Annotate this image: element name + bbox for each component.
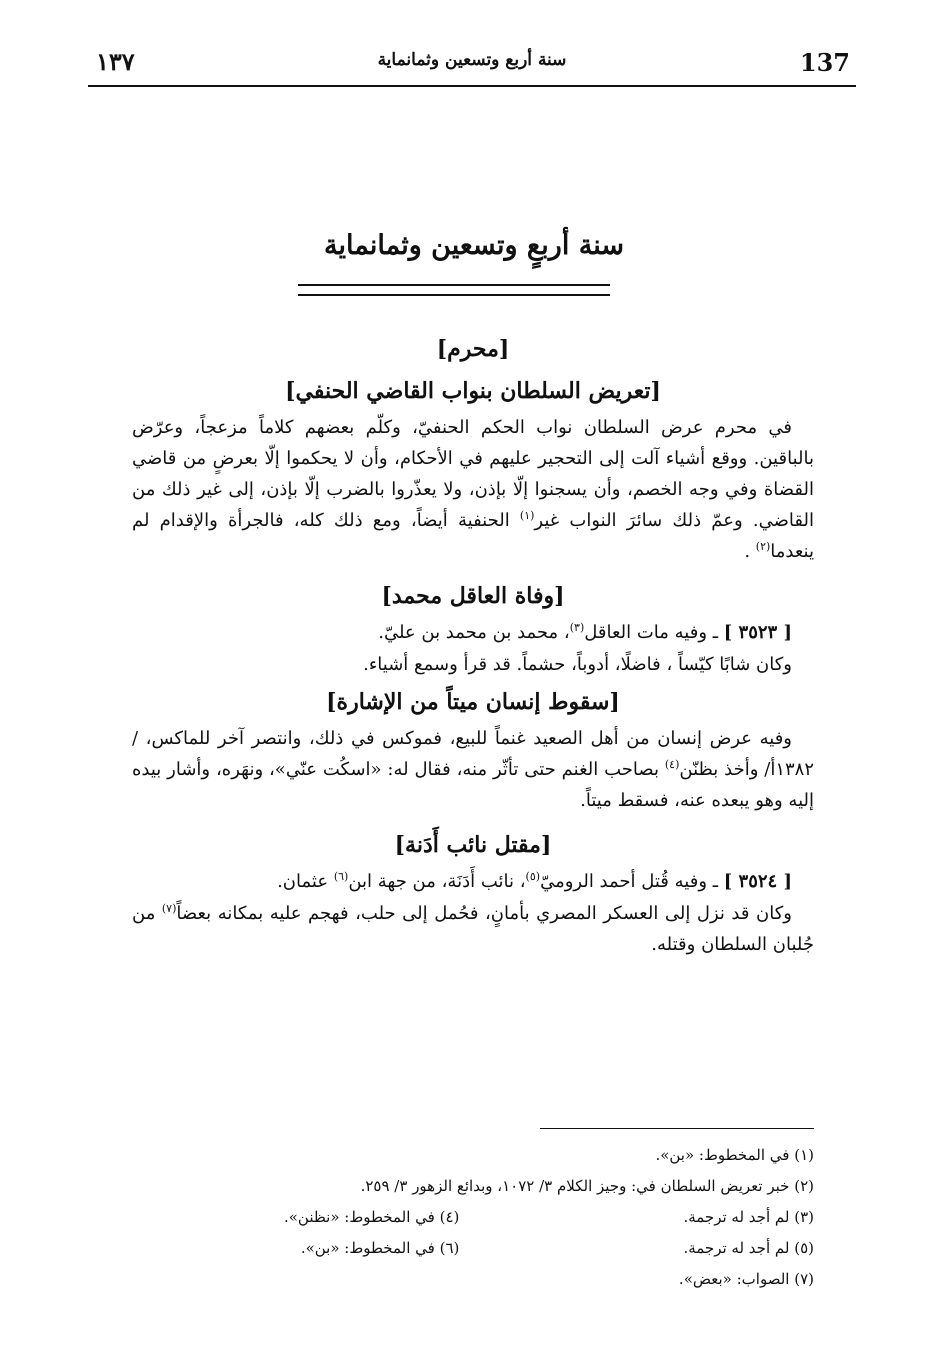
page-number-latin: 137: [799, 48, 850, 77]
entry-number: [ ٣٥٢٤ ]: [723, 871, 792, 892]
entry-text: ـ وفيه مات العاقل: [584, 622, 724, 643]
section-paragraph: [132, 412, 814, 567]
footnote-text: لم أجد له ترجمة.: [683, 1208, 790, 1226]
footnote-number: (٧): [794, 1270, 814, 1288]
paragraph-text: وكان قد نزل إلى العسكر المصري بأمانٍ، فحُمل إلى حلب، فهجم عليه بمكانه بعضاً: [176, 903, 792, 924]
footnote-text: لم أجد له ترجمة.: [683, 1239, 790, 1257]
entry-text: ـ وفيه قُتل أحمد الروميّ: [540, 871, 724, 892]
running-title: سنة أربع وتسعين وثمانماية: [377, 50, 567, 70]
footnote: [132, 1171, 814, 1202]
footnote-ref: (٥): [525, 870, 541, 883]
footnote-ref: (٧): [161, 902, 177, 915]
footnote-text: الصواب: «بعض».: [678, 1270, 790, 1288]
paragraph-text: .: [744, 541, 756, 562]
section-heading: [سقوط إنسان ميتاً من الإشارة]: [326, 689, 620, 715]
entry-number: [ ٣٥٢٣ ]: [723, 622, 792, 643]
entry-text: ، نائب أَدَنَة، من جهة ابن: [348, 871, 526, 892]
footnote-item: [361, 1171, 814, 1202]
footnote-number: (٥): [794, 1239, 814, 1257]
main-content: [132, 328, 814, 960]
footnote-number: (١): [794, 1146, 814, 1164]
footnote-item: [679, 1264, 814, 1295]
entry-description: وكان شابًا كيّساً ، فاضلًا، أدوباً، حشماً. قد قرأ وسمع أشياء.: [363, 654, 792, 675]
entry-text: عثمان.: [277, 871, 334, 892]
paragraph-text: الحنفية أيضاً، ومع ذلك كله، فالجرأة والإقدام لم ينعدما: [132, 510, 814, 562]
section-heading: [تعريض السلطان بنواب القاضي الحنفي]: [285, 378, 661, 404]
footnote-ref: (٤): [664, 758, 680, 771]
paragraph-text: بصاحب الغنم حتى تأثّر منه، فقال له: «اسكُت عنّي»، ونهَره، وأشار بيده إليه وهو يبعده عنه، فسقط ميتاً.: [132, 759, 814, 811]
footnote-number: (٣): [794, 1208, 814, 1226]
footnote-text: في المخطوط: «نظنن».: [283, 1208, 435, 1226]
section-paragraph: [132, 723, 814, 816]
section-heading: [مقتل نائب أَدَنة]: [394, 832, 552, 858]
footnote-text: خبر تعريض السلطان في: وجيز الكلام ٣/ ١٠٧٢، وبدائع الزهور ٣/ ٢٥٩.: [360, 1177, 790, 1195]
title-block: [0, 226, 948, 266]
biography-entry: [132, 866, 814, 898]
biography-entry: [132, 617, 814, 649]
footnote: [132, 1202, 814, 1233]
footnote-ref: (٦): [333, 870, 349, 883]
footnote-ref: (١): [519, 509, 535, 522]
footnote: [132, 1264, 814, 1295]
footnote: [132, 1140, 814, 1171]
page-number-arabic: ١٣٧: [96, 50, 135, 76]
paragraph-text: وفيه عرض إنسان من أهل الصعيد غنماً للبيع، فموكس في ذلك، وانتصر آخر للماكس، / ١٣٨٢أ/ وأخذ بظنّن: [132, 728, 814, 780]
footnote: [132, 1233, 814, 1264]
paragraph-text: من جُلبان السلطان وقتله.: [132, 903, 814, 955]
footnotes: [132, 1140, 814, 1295]
page-header: [88, 44, 856, 88]
header-rule: [88, 85, 856, 87]
paragraph-text: في محرم عرض السلطان نواب الحكم الحنفيّ، وكلّم بعضهم كلاماً مزعجاً، وعرّض بالباقين. ووقع أشياء آلت إلى التحجير عليهم في الأحكام، وأن لا يحكموا إلّا بعرضٍ من قاضي القضاة وفي وجه الخصم، وأن يسجنوا إلّا بإذن، ولا يعذّروا بالضرب إلّا بإذن، إلى غير ذلك من القاضي. وعمّ ذلك سائرَ النواب غير: [132, 417, 814, 531]
month-heading: [محرم]: [436, 336, 510, 362]
footnote-item: [459, 1233, 814, 1264]
footnote-number: (٢): [794, 1177, 814, 1195]
footnote-item: [459, 1202, 814, 1233]
footnote-ref: (٣): [569, 621, 585, 634]
footnote-text: في المخطوط: «بن».: [300, 1239, 435, 1257]
footnote-item: [284, 1202, 459, 1233]
entry-text: ، محمد بن محمد بن عليّ.: [378, 622, 570, 643]
footnote-number: (٦): [439, 1239, 460, 1257]
title-double-rule: [298, 284, 610, 296]
section-paragraph: [132, 898, 814, 960]
footnote-rule: [540, 1128, 814, 1129]
footnote-text: في المخطوط: «بن».: [655, 1146, 790, 1164]
footnote-number: (٤): [439, 1208, 460, 1226]
section-heading: [وفاة العاقل محمد]: [381, 583, 565, 609]
footnote-ref: (٢): [755, 540, 771, 553]
year-title: سنة أربعٍ وتسعين وثمانماية: [324, 230, 624, 261]
footnote-item: [301, 1233, 460, 1264]
footnote-item: [655, 1140, 814, 1171]
